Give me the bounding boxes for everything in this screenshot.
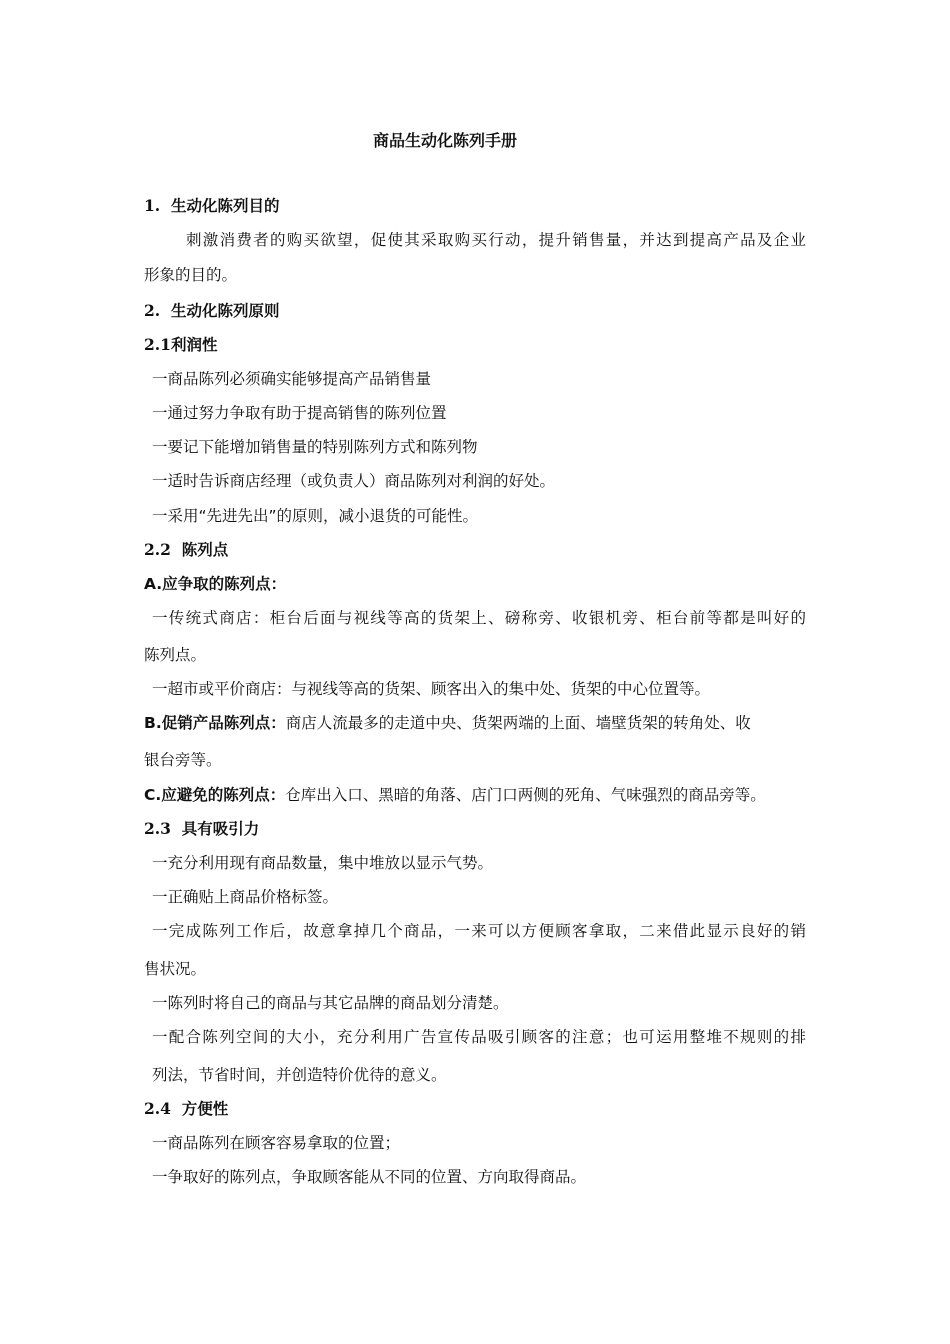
list-item-continuation: 售状况。 bbox=[144, 960, 207, 978]
list-item: 一配合陈列空间的大小，充分利用广告宣传品吸引顾客的注意；也可运用整堆不规则的排 bbox=[152, 1028, 806, 1046]
section-2-heading bbox=[144, 301, 280, 321]
section-title: 利润性 bbox=[170, 336, 218, 354]
section-2-1-heading bbox=[144, 335, 217, 355]
list-item: 一要记下能增加销售量的特别陈列方式和陈列物 bbox=[152, 438, 478, 456]
section-2-3-heading bbox=[144, 819, 259, 839]
section-title: 方便性 bbox=[181, 1100, 229, 1118]
subsection-c-label: C.应避免的陈列点： bbox=[144, 786, 286, 804]
section-2-2-heading bbox=[144, 540, 228, 560]
list-item: 一争取好的陈列点，争取顾客能从不同的位置、方向取得商品。 bbox=[152, 1168, 587, 1186]
section-title: 生动化陈列原则 bbox=[170, 302, 280, 320]
section-2-4-heading bbox=[144, 1099, 228, 1119]
subsection-b-text: 商店人流最多的走道中央、货架两端的上面、墙壁货架的转角处、收 bbox=[285, 714, 751, 732]
list-item: 一适时告诉商店经理（或负责人）商品陈列对利润的好处。 bbox=[152, 472, 556, 490]
section-1-heading bbox=[144, 196, 280, 216]
section-title: 具有吸引力 bbox=[181, 820, 260, 838]
list-item: 一充分利用现有商品数量，集中堆放以显示气势。 bbox=[152, 854, 494, 872]
list-item: 一传统式商店：柜台后面与视线等高的货架上、磅称旁、收银机旁、柜台前等都是叫好的 bbox=[152, 609, 806, 627]
section-number: 2. bbox=[144, 301, 161, 320]
list-item: 一完成陈列工作后，故意拿掉几个商品，一来可以方便顾客拿取，二来借此显示良好的销 bbox=[152, 922, 806, 940]
section-number: 1. bbox=[144, 196, 161, 215]
list-item: 一商品陈列在顾客容易拿取的位置； bbox=[152, 1134, 401, 1152]
section-number: 2.4 bbox=[144, 1099, 171, 1118]
subsection-b-continuation: 银台旁等。 bbox=[144, 751, 222, 769]
section-title: 生动化陈列目的 bbox=[170, 197, 280, 215]
subsection-b bbox=[144, 713, 806, 733]
paragraph-line: 形象的目的。 bbox=[144, 266, 238, 284]
section-number: 2.1 bbox=[144, 335, 171, 354]
list-item: 一采用“先进先出”的原则，减小退货的可能性。 bbox=[152, 507, 479, 525]
list-item: 一正确贴上商品价格标签。 bbox=[152, 888, 339, 906]
list-item: 一商品陈列必须确实能够提高产品销售量 bbox=[152, 370, 432, 388]
subsection-c bbox=[144, 785, 766, 805]
section-number: 2.2 bbox=[144, 540, 171, 559]
section-number: 2.3 bbox=[144, 819, 171, 838]
list-item: 一陈列时将自己的商品与其它品牌的商品划分清楚。 bbox=[152, 994, 509, 1012]
subsection-b-label: B.促销产品陈列点： bbox=[144, 714, 286, 732]
document-title: 商品生动化陈列手册 bbox=[372, 131, 517, 150]
list-item-continuation: 列法，节省时间，并创造特价优待的意义。 bbox=[152, 1066, 447, 1084]
paragraph-line: 刺激消费者的购买欲望，促使其采取购买行动，提升销售量，并达到提高产品及企业 bbox=[186, 231, 806, 249]
list-item: 一超市或平价商店：与视线等高的货架、顾客出入的集中处、货架的中心位置等。 bbox=[152, 680, 711, 698]
subsection-a-label: A.应争取的陈列点： bbox=[144, 575, 287, 593]
section-title: 陈列点 bbox=[181, 541, 229, 559]
list-item: 一通过努力争取有助于提高销售的陈列位置 bbox=[152, 404, 447, 422]
list-item-continuation: 陈列点。 bbox=[144, 646, 207, 664]
subsection-c-text: 仓库出入口、黑暗的角落、店门口两侧的死角、气味强烈的商品旁等。 bbox=[285, 786, 766, 804]
